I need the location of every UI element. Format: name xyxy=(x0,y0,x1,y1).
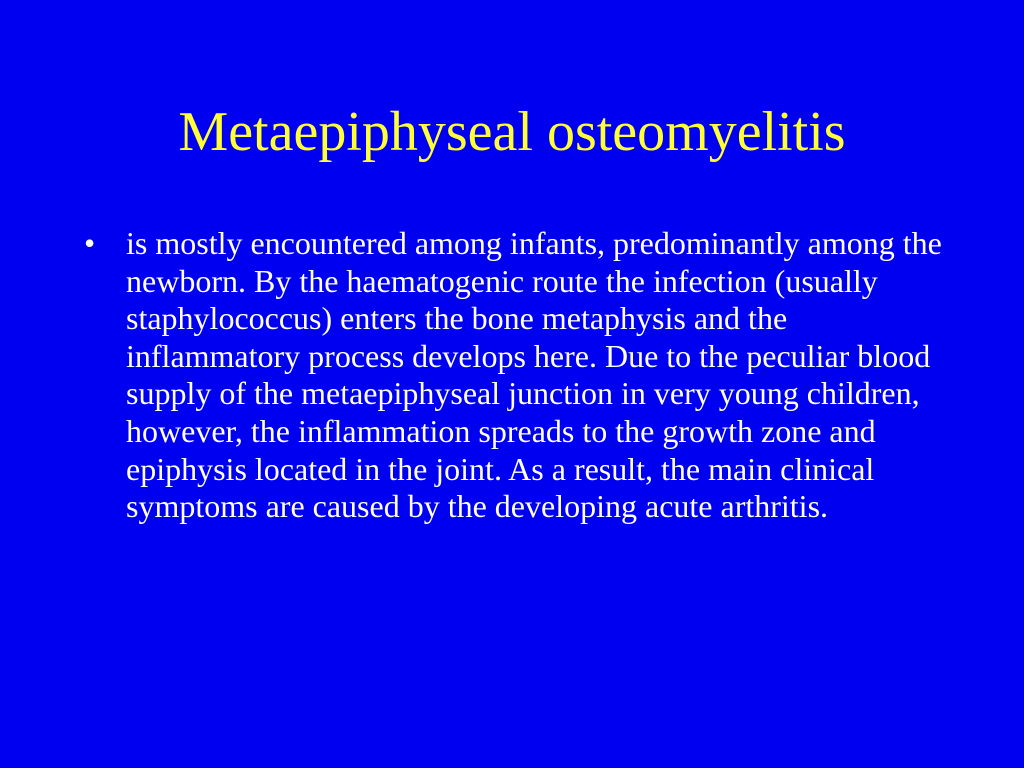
bullet-item xyxy=(84,225,954,526)
bullet-list xyxy=(84,225,954,526)
bullet-text: is mostly encountered among infants, predominantly among the newborn. By the haematogenic route the infection (usually staphylococcus) enters the bone metaphysis and the inflammatory process develops here. Due to the peculiar blood supply of the metaepiphyseal junction in very young children, however, the inflammation spreads to the growth zone and epiphysis located in the joint. As a result, the main clinical symptoms are caused by the developing acute arthritis. xyxy=(126,225,942,525)
slide-title: Metaepiphyseal osteomyelitis xyxy=(178,101,846,163)
bullet-marker: • xyxy=(84,225,96,261)
